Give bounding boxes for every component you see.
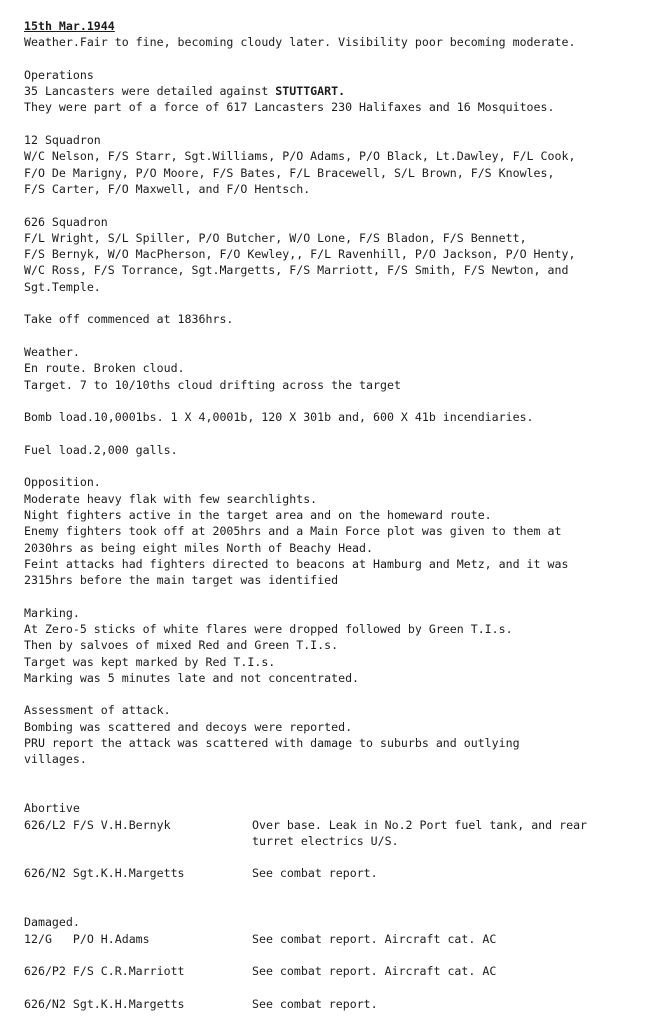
aircraft-crew: 12/G P/O H.Adams <box>24 931 150 946</box>
entry-remark: See combat report. Aircraft cat. AC <box>252 931 497 946</box>
damaged-heading: Damaged. <box>24 915 80 930</box>
fuel-load: Fuel load.2,000 galls. <box>24 442 178 457</box>
damaged-entry <box>24 996 664 1012</box>
damaged-entry <box>24 931 664 947</box>
entry-remark: See combat report. <box>252 996 378 1011</box>
abortive-entry <box>24 865 664 881</box>
bomb-load: Bomb load.10,0001bs. 1 X 4,0001b, 120 X 301b and, 600 X 41b incendiaries. <box>24 410 534 425</box>
opposition-heading: Opposition. <box>24 475 101 490</box>
entry-remark: See combat report. <box>252 866 378 881</box>
opposition-line: Enemy fighters took off at 2005hrs and a Main Force plot was given to them at <box>24 524 562 539</box>
squadron-12-crew-line: F/S Carter, F/O Maxwell, and F/O Hentsch. <box>24 181 311 196</box>
opposition-line: 2030hrs as being eight miles North of Beachy Head. <box>24 540 374 555</box>
entry-remark: Over base. Leak in No.2 Port fuel tank, and rear turret electrics U/S. <box>252 817 588 848</box>
assessment-line: PRU report the attack was scattered with damage to suburbs and outlying <box>24 736 520 751</box>
squadron-626-crew-line: F/S Bernyk, W/O MacPherson, F/O Kewley,, F/L Ravenhill, P/O Jackson, P/O Henty, <box>24 247 576 262</box>
operations-detail <box>24 83 664 99</box>
takeoff-time: Take off commenced at 1836hrs. <box>24 312 234 327</box>
opposition-line: Night fighters active in the target area and on the homeward route. <box>24 507 492 522</box>
marking-line: At Zero-5 sticks of white flares were dropped followed by Green T.I.s. <box>24 621 513 636</box>
weather-heading: Weather. <box>24 344 80 359</box>
aircraft-crew: 626/P2 F/S C.R.Marriott <box>24 964 185 979</box>
ops-record-page <box>24 18 664 1012</box>
opposition-line: Feint attacks had fighters directed to beacons at Hamburg and Metz, and it was <box>24 556 569 571</box>
operations-heading: Operations <box>24 67 94 82</box>
squadron-12-heading: 12 Squadron <box>24 133 101 148</box>
weather-line: En route. Broken cloud. <box>24 361 185 376</box>
target-name: STUTTGART. <box>275 84 346 99</box>
marking-line: Marking was 5 minutes late and not concentrated. <box>24 670 360 685</box>
abortive-entry <box>24 817 664 850</box>
entry-remark: See combat report. Aircraft cat. AC <box>252 964 497 979</box>
force-composition: They were part of a force of 617 Lancasters 230 Halifaxes and 16 Mosquitoes. <box>24 100 555 115</box>
opposition-line: 2315hrs before the main target was identified <box>24 573 339 588</box>
assessment-heading: Assessment of attack. <box>24 703 171 718</box>
marking-heading: Marking. <box>24 605 80 620</box>
weather-summary: Weather.Fair to fine, becoming cloudy later. Visibility poor becoming moderate. <box>24 35 576 50</box>
entry-date: 15th Mar.1944 <box>24 19 115 33</box>
aircraft-crew: 626/N2 Sgt.K.H.Margetts <box>24 866 185 881</box>
marking-line: Target was kept marked by Red T.I.s. <box>24 654 276 669</box>
opposition-line: Moderate heavy flak with few searchlights. <box>24 491 318 506</box>
marking-line: Then by salvoes of mixed Red and Green T.I.s. <box>24 638 339 653</box>
squadron-12-crew-line: F/O De Marigny, P/O Moore, F/S Bates, F/L Bracewell, S/L Brown, F/S Knowles, <box>24 165 555 180</box>
squadron-626-crew-line: W/C Ross, F/S Torrance, Sgt.Margetts, F/S Marriott, F/S Smith, F/S Newton, and <box>24 263 569 278</box>
assessment-line: Bombing was scattered and decoys were reported. <box>24 719 353 734</box>
squadron-626-heading: 626 Squadron <box>24 214 108 229</box>
aircraft-crew: 626/L2 F/S V.H.Bernyk <box>24 817 171 832</box>
operations-detail-text: 35 Lancasters were detailed against <box>24 84 276 99</box>
squadron-12-crew-line: W/C Nelson, F/S Starr, Sgt.Williams, P/O Adams, P/O Black, Lt.Dawley, F/L Cook, <box>24 149 576 164</box>
weather-line: Target. 7 to 10/10ths cloud drifting across the target <box>24 377 401 392</box>
abortive-heading: Abortive <box>24 801 80 816</box>
squadron-626-crew-line: Sgt.Temple. <box>24 279 101 294</box>
squadron-626-crew-line: F/L Wright, S/L Spiller, P/O Butcher, W/O Lone, F/S Bladon, F/S Bennett, <box>24 230 527 245</box>
damaged-entry <box>24 963 664 979</box>
assessment-line: villages. <box>24 752 87 767</box>
aircraft-crew: 626/N2 Sgt.K.H.Margetts <box>24 996 185 1011</box>
